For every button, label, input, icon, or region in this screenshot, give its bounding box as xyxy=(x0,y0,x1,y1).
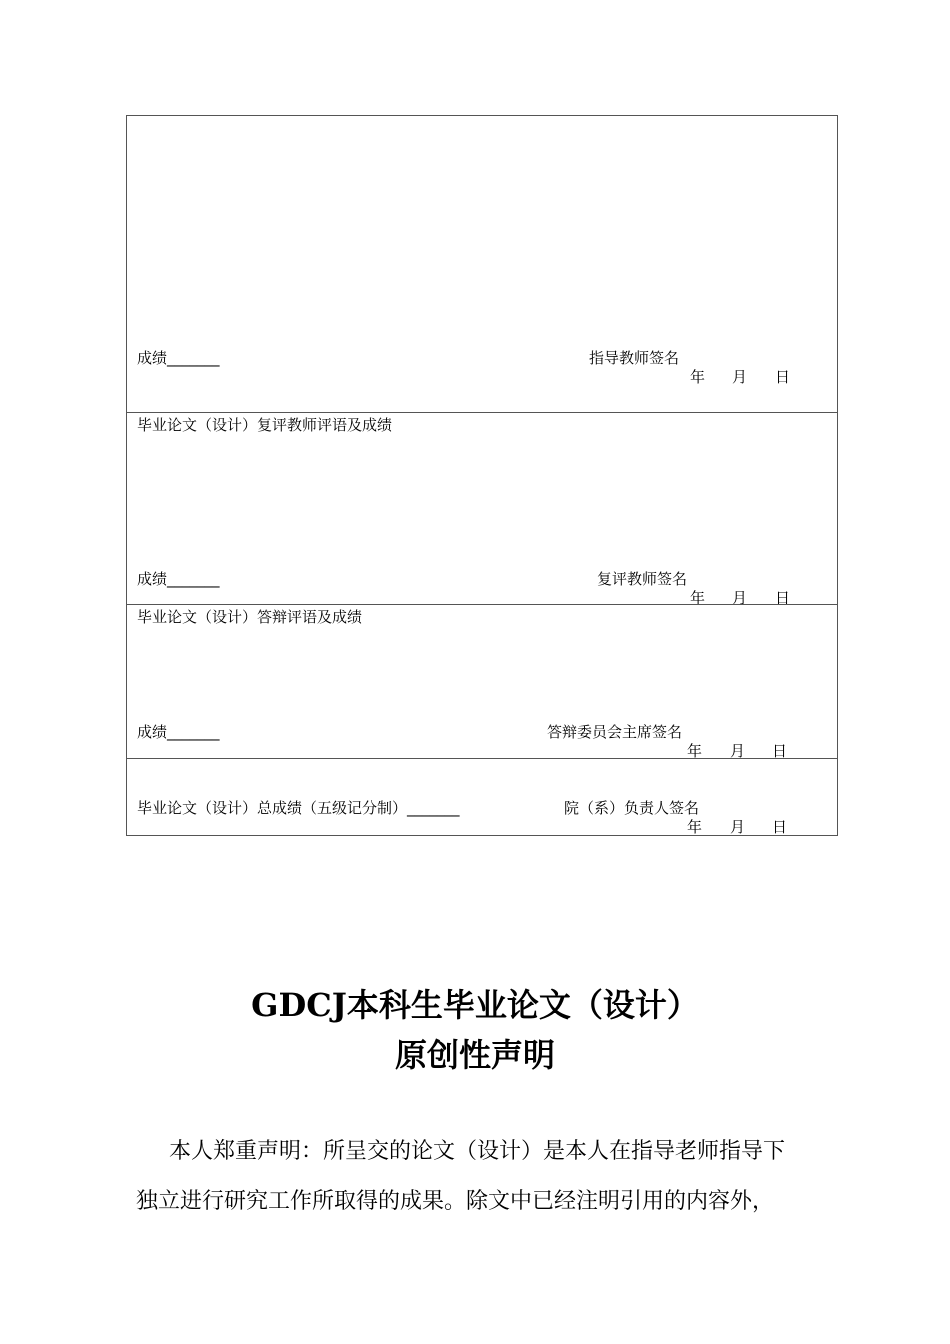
total-date-month: 月 xyxy=(730,818,746,836)
review-date-year: 年 xyxy=(690,589,706,607)
advisor-date-year: 年 xyxy=(690,368,706,386)
advisor-comment-section xyxy=(127,116,837,412)
advisor-signature-label: 指导教师签名 xyxy=(589,349,680,367)
defense-date-day: 日 xyxy=(772,742,788,760)
total-grade-field[interactable]: 毕业论文（设计）总成绩（五级记分制）_______ xyxy=(137,799,460,817)
declaration-paragraph-line1: 本人郑重声明：所呈交的论文（设计）是本人在指导老师指导下 xyxy=(169,1139,786,1164)
defense-comment-section xyxy=(127,604,837,759)
defense-grade-field[interactable]: 成绩_______ xyxy=(137,723,220,741)
review-date-day: 日 xyxy=(775,589,791,607)
defense-date-year: 年 xyxy=(687,742,703,760)
defense-heading: 毕业论文（设计）答辩评语及成绩 xyxy=(137,608,363,626)
advisor-grade-field[interactable]: 成绩_______ xyxy=(137,349,220,367)
total-grade-section xyxy=(127,758,837,836)
total-date-day: 日 xyxy=(772,818,788,836)
review-comment-section xyxy=(127,412,837,605)
defense-date-month: 月 xyxy=(730,742,746,760)
review-grade-field[interactable]: 成绩_______ xyxy=(137,570,220,588)
dean-signature-label: 院（系）负责人签名 xyxy=(564,799,700,817)
declaration-paragraph-line2: 独立进行研究工作所取得的成果。除文中已经注明引用的内容外， xyxy=(136,1189,775,1214)
advisor-date-month: 月 xyxy=(732,368,748,386)
total-date-year: 年 xyxy=(687,818,703,836)
evaluation-form-table xyxy=(126,115,838,836)
defense-signature-label: 答辩委员会主席签名 xyxy=(547,723,683,741)
declaration-title: GDCJ本科生毕业论文（设计） xyxy=(251,986,699,1024)
review-heading: 毕业论文（设计）复评教师评语及成绩 xyxy=(137,416,393,434)
advisor-date-day: 日 xyxy=(775,368,791,386)
declaration-subtitle: 原创性声明 xyxy=(394,1036,555,1074)
review-signature-label: 复评教师签名 xyxy=(597,570,688,588)
review-date-month: 月 xyxy=(732,589,748,607)
